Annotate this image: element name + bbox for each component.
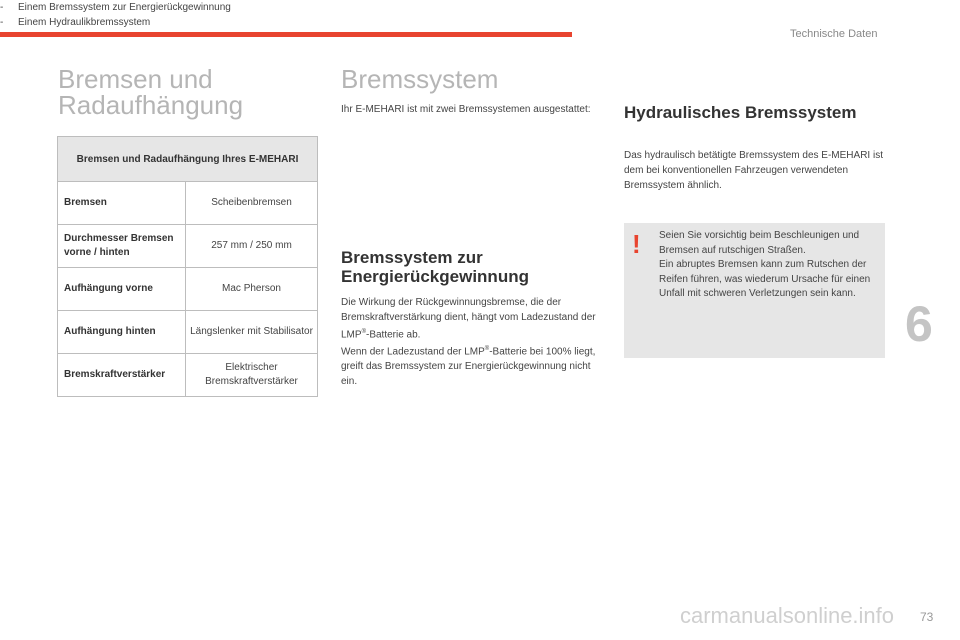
warning-icon: ! [632, 229, 641, 259]
table-row: Bremsen Scheibenbremsen [58, 182, 318, 225]
hydraulic-paragraph: Das hydraulisch betätigte Bremssystem des E-MEHARI ist dem bei konventionellen Fahrzeugen verwendeten Bremssystem ähnlich. [624, 150, 883, 191]
warning-text: Seien Sie vorsichtig beim Beschleunigen und Bremsen auf rutschigen Straßen. Ein abruptes Bremsen kann zum Rutschen der Reifen führen, was wiederum Ursache für einen Unfall mit schweren Verletzungen sein kann. [659, 230, 871, 299]
page-title-left: Bremsen und Radaufhängung [58, 64, 244, 120]
intro-text: Ihr E-MEHARI ist mit zwei Bremssystemen ausgestattet: [341, 104, 591, 115]
header-accent-bar [0, 32, 572, 37]
warning-box [624, 223, 885, 358]
list-item: - Einem Bremssystem zur Energierückgewinnung [0, 2, 231, 13]
brake-systems-list [0, 0, 270, 30]
page-title-middle: Bremssystem [341, 64, 499, 94]
brake-suspension-table [57, 136, 318, 397]
list-item: - Einem Hydraulikbremssystem [0, 17, 151, 28]
watermark: carmanualsonline.info [680, 603, 895, 628]
regeneration-paragraph-1: Die Wirkung der Rückgewinnungsbremse, die der Bremskraftverstärkung dient, hängt vom Ladezustand der LMP®-Batterie ab. [341, 297, 596, 341]
table-row: Aufhängung vorne Mac Pherson [58, 268, 318, 311]
section-label: Technische Daten [790, 28, 878, 40]
page-number: 73 [920, 610, 934, 624]
table-row: Bremskraftverstärker Elektrischer Bremskraftverstärker [58, 354, 318, 397]
subtitle-hydraulic: Hydraulisches Bremssystem [624, 103, 857, 122]
table-row: Aufhängung hinten Längslenker mit Stabilisator [58, 311, 318, 354]
subtitle-regeneration: Bremssystem zur Energierückgewinnung [341, 248, 529, 286]
table-caption: Bremsen und Radaufhängung Ihres E-MEHARI [58, 137, 318, 182]
chapter-number: 6 [905, 296, 933, 352]
regeneration-paragraph-2: Wenn der Ladezustand der LMP®-Batterie bei 100% liegt, greift das Bremssystem zur Energierückgewinnung nicht ein. [341, 346, 596, 388]
table-row: Durchmesser Bremsen vorne / hinten 257 mm / 250 mm [58, 225, 318, 268]
